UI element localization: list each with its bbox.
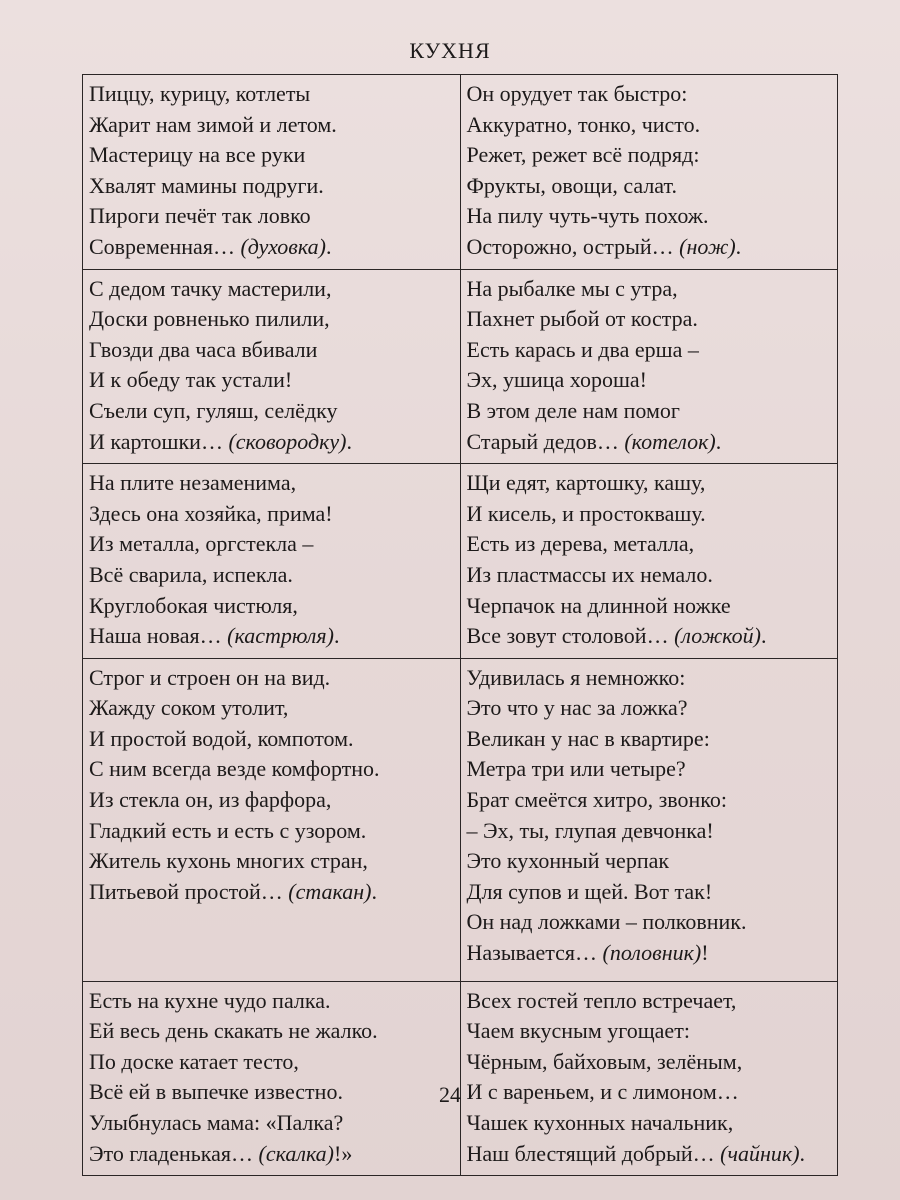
- riddle-line: Чаем вкусным угощает:: [466, 1018, 690, 1044]
- riddle-last-line: [467, 1139, 832, 1170]
- riddle-answer: (кастрюля): [227, 623, 334, 649]
- riddle-last-line-text: Наша новая…: [89, 623, 228, 649]
- riddle-line: Эх, ушица хороша!: [466, 367, 647, 393]
- riddle-line: С дедом тачку мастерили,: [89, 275, 332, 301]
- riddle-cell-left: [83, 464, 461, 659]
- riddle-last-line-text: Наш блестящий добрый…: [466, 1140, 721, 1166]
- riddle-line: Пиццу, курицу, котлеты: [89, 81, 311, 106]
- riddle-last-line: [467, 232, 832, 263]
- riddle-last-line: [467, 427, 832, 458]
- riddle-row: [83, 464, 838, 659]
- riddle-last-line: [89, 1139, 454, 1170]
- riddle-cell-left: [83, 981, 461, 1176]
- riddle-last-line-text: Питьевой простой…: [89, 878, 289, 904]
- riddle-line: Великан у нас в квартире:: [466, 725, 710, 751]
- riddle-answer: (половник): [602, 940, 702, 966]
- riddle-cell-right: [460, 269, 838, 464]
- riddle-line: В этом деле нам помог: [466, 397, 680, 423]
- riddle-line: Черпачок на длинной ножке: [466, 592, 731, 618]
- riddles-table: [82, 74, 838, 1176]
- riddle-last-line-text: Осторожно, острый…: [466, 233, 680, 259]
- riddle-punctuation: .: [371, 878, 378, 904]
- riddle-line: Режет, режет всё подряд:: [466, 142, 700, 168]
- riddle-row: [83, 269, 838, 464]
- riddle-answer: (духовка): [240, 233, 326, 259]
- riddle-line: Щи едят, картошку, кашу,: [466, 470, 706, 496]
- riddle-line: Ей весь день скакать не жалко.: [89, 1018, 378, 1044]
- riddle-line: На пилу чуть-чуть похож.: [466, 203, 709, 229]
- riddle-answer: (чайник): [720, 1140, 800, 1166]
- riddle-cell-left: [83, 269, 461, 464]
- riddle-line: Здесь она хозяйка, прима!: [89, 500, 333, 526]
- riddle-line: Жарит нам зимой и летом.: [89, 111, 337, 137]
- riddle-punctuation: .: [735, 233, 742, 259]
- riddle-line: Это что у нас за ложка?: [466, 695, 688, 721]
- riddle-line: С ним всегда везде комфортно.: [89, 756, 380, 782]
- riddle-punctuation: .: [799, 1140, 806, 1166]
- riddle-line: Удивилась я немножко:: [466, 664, 686, 690]
- riddles-table-body: [83, 75, 838, 1176]
- riddle-line: Житель кухонь многих стран,: [89, 848, 368, 874]
- riddle-line: Всё ей в выпечке известно.: [89, 1079, 343, 1105]
- riddle-last-line: [467, 621, 832, 652]
- riddle-line: Из металла, оргстекла –: [89, 531, 314, 557]
- riddle-cell-right: [460, 75, 838, 270]
- riddle-answer: (нож): [679, 233, 736, 259]
- riddle-line: Улыбнулась мама: «Палка?: [89, 1110, 344, 1135]
- riddle-line: Всё сварила, испекла.: [89, 561, 293, 587]
- riddle-line: Есть на кухне чудо палка.: [89, 987, 331, 1013]
- riddle-line: Жажду соком утолит,: [89, 695, 289, 721]
- riddle-last-line-text: Современная…: [89, 233, 241, 259]
- riddle-last-line: [89, 621, 454, 652]
- riddle-line: Хвалят мамины подруги.: [89, 172, 324, 198]
- riddle-line: Всех гостей тепло встречает,: [466, 987, 737, 1013]
- riddle-line: Съели суп, гуляш, селёдку: [89, 397, 338, 423]
- riddle-row: [83, 981, 838, 1176]
- riddle-line: Из пластмассы их немало.: [466, 561, 713, 587]
- riddle-line: И с вареньем, и с лимоном…: [466, 1079, 739, 1105]
- riddle-line: Строг и строен он на вид.: [89, 664, 331, 690]
- riddle-cell-left: [83, 658, 461, 981]
- riddle-line: Он орудует так быстро:: [466, 81, 688, 106]
- riddle-cell-left: [83, 75, 461, 270]
- riddle-line: Есть карась и два ерша –: [466, 336, 699, 362]
- riddle-last-line: [89, 427, 454, 458]
- riddle-answer: (стакан): [288, 878, 372, 904]
- riddle-last-line: [467, 938, 832, 969]
- riddle-punctuation: .: [333, 623, 340, 649]
- page-number: 24: [439, 1082, 461, 1107]
- riddle-punctuation: .: [325, 233, 332, 259]
- riddle-line: Метра три или четыре?: [466, 756, 686, 782]
- riddle-line: И к обеду так устали!: [89, 367, 293, 393]
- riddle-line: Есть из дерева, металла,: [466, 531, 695, 557]
- riddle-line: Мастерицу на все руки: [89, 142, 306, 168]
- riddle-line: – Эх, ты, глупая девчонка!: [466, 817, 714, 843]
- riddle-line: Чашек кухонных начальник,: [466, 1110, 734, 1135]
- riddle-line: Аккуратно, тонко, чисто.: [466, 111, 701, 137]
- riddle-row: [83, 658, 838, 981]
- riddle-line: Доски ровненько пилили,: [89, 306, 330, 332]
- riddle-line: Из стекла он, из фарфора,: [89, 787, 332, 813]
- riddle-last-line-text: Называется…: [466, 940, 603, 966]
- riddle-punctuation: .: [346, 428, 352, 454]
- riddle-line: Он над ложками – полковник.: [466, 909, 747, 935]
- page-title: КУХНЯ: [409, 38, 491, 63]
- riddle-line: Для супов и щей. Вот так!: [466, 878, 713, 904]
- riddle-line: Круглобокая чистюля,: [89, 592, 298, 618]
- riddle-line: Брат смеётся хитро, звонко:: [466, 787, 727, 813]
- riddle-punctuation: .: [760, 623, 767, 649]
- riddle-punctuation: !: [701, 940, 709, 966]
- riddle-last-line-text: И картошки…: [89, 428, 229, 454]
- riddle-last-line-text: Старый дедов…: [466, 428, 625, 454]
- riddle-last-line-text: Все зовут столовой…: [466, 623, 675, 649]
- riddle-last-line-text: Это гладенькая…: [89, 1140, 259, 1166]
- riddle-line: И кисель, и простоквашу.: [466, 500, 706, 526]
- riddle-line: Гвозди два часа вбивали: [89, 336, 318, 362]
- riddle-line: На рыбалке мы с утра,: [466, 275, 678, 301]
- riddle-punctuation: !»: [334, 1140, 353, 1166]
- riddle-answer: (сковородку): [228, 428, 347, 454]
- riddle-line: Пироги печёт так ловко: [89, 203, 311, 229]
- riddle-line: Гладкий есть и есть с узором.: [89, 817, 367, 843]
- riddle-answer: (ложкой): [674, 623, 761, 649]
- riddle-line: И простой водой, компотом.: [89, 725, 354, 751]
- riddle-line: Фрукты, овощи, салат.: [466, 172, 677, 198]
- riddle-cell-right: [460, 658, 838, 981]
- riddle-line: Это кухонный черпак: [466, 848, 670, 874]
- riddle-answer: (котелок): [624, 428, 716, 454]
- riddle-answer: (скалка): [258, 1140, 335, 1166]
- riddle-punctuation: .: [715, 428, 722, 454]
- riddle-line: Чёрным, байховым, зелёным,: [466, 1048, 743, 1074]
- riddle-cell-right: [460, 981, 838, 1176]
- riddle-line: По доске катает тесто,: [89, 1048, 299, 1074]
- riddle-last-line: [89, 232, 454, 263]
- riddle-last-line: [89, 877, 454, 908]
- riddle-cell-right: [460, 464, 838, 659]
- riddle-line: Пахнет рыбой от костра.: [466, 306, 698, 332]
- riddle-row: [83, 75, 838, 270]
- riddle-line: На плите незаменима,: [89, 470, 297, 496]
